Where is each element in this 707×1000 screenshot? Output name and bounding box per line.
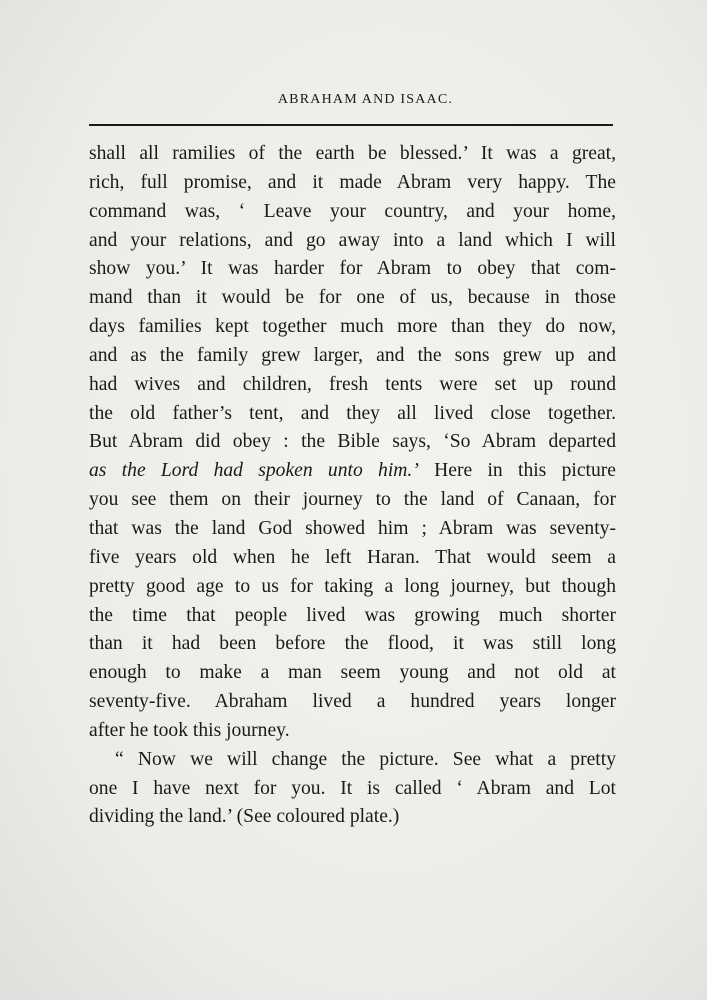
text-line-italic xyxy=(89,457,616,486)
text-line: the time that people lived was growing much shorter xyxy=(89,604,616,626)
text-line: five years old when he left Haran. That would seem a xyxy=(89,546,616,568)
text-line-rest: Here in this picture xyxy=(418,460,616,482)
text-line: had wives and children, fresh tents were set up round xyxy=(89,373,616,395)
text-line: pretty good age to us for taking a long journey, but though xyxy=(89,575,616,597)
header-rule xyxy=(89,124,613,126)
text-line: one I have next for you. It is called ‘ Abram and Lot xyxy=(89,777,616,799)
text-line: mand than it would be for one of us, because in those xyxy=(89,287,616,309)
text-line: after he took this journey. xyxy=(89,719,290,741)
text-line: command was, ‘ Leave your country, and your home, xyxy=(89,200,616,222)
text-line: than it had been before the flood, it was still long xyxy=(89,633,616,655)
text-line: days families kept together much more than they do now, xyxy=(89,316,616,338)
text-line: rich, full promise, and it made Abram very happy. The xyxy=(89,171,616,193)
running-head: ABRAHAM AND ISAAC. xyxy=(277,92,454,107)
text-line: enough to make a man seem young and not old at xyxy=(89,662,616,684)
text-line: “ Now we will change the picture. See what a pretty xyxy=(115,748,616,770)
body-text xyxy=(89,140,616,832)
text-line: the old father’s tent, and they all lived close together. xyxy=(89,402,616,424)
text-line: But Abram did obey : the Bible says, ‘So Abram departed xyxy=(89,431,616,453)
text-line: and as the family grew larger, and the sons grew up and xyxy=(89,344,616,366)
text-line: that was the land God showed him ; Abram was seventy- xyxy=(89,517,616,539)
text-line: dividing the land.’ (See coloured plate.) xyxy=(89,806,400,828)
text-line: you see them on their journey to the land of Canaan, for xyxy=(89,489,616,511)
bible-quote: as the Lord had spoken unto him.’ xyxy=(89,460,419,482)
text-line: show you.’ It was harder for Abram to obey that com- xyxy=(89,258,616,280)
text-line: and your relations, and go away into a land which I will xyxy=(89,229,616,251)
text-line: shall all ramilies of the earth be blessed.’ It was a great, xyxy=(89,143,616,164)
text-line: seventy-five. Abraham lived a hundred years longer xyxy=(89,691,616,713)
